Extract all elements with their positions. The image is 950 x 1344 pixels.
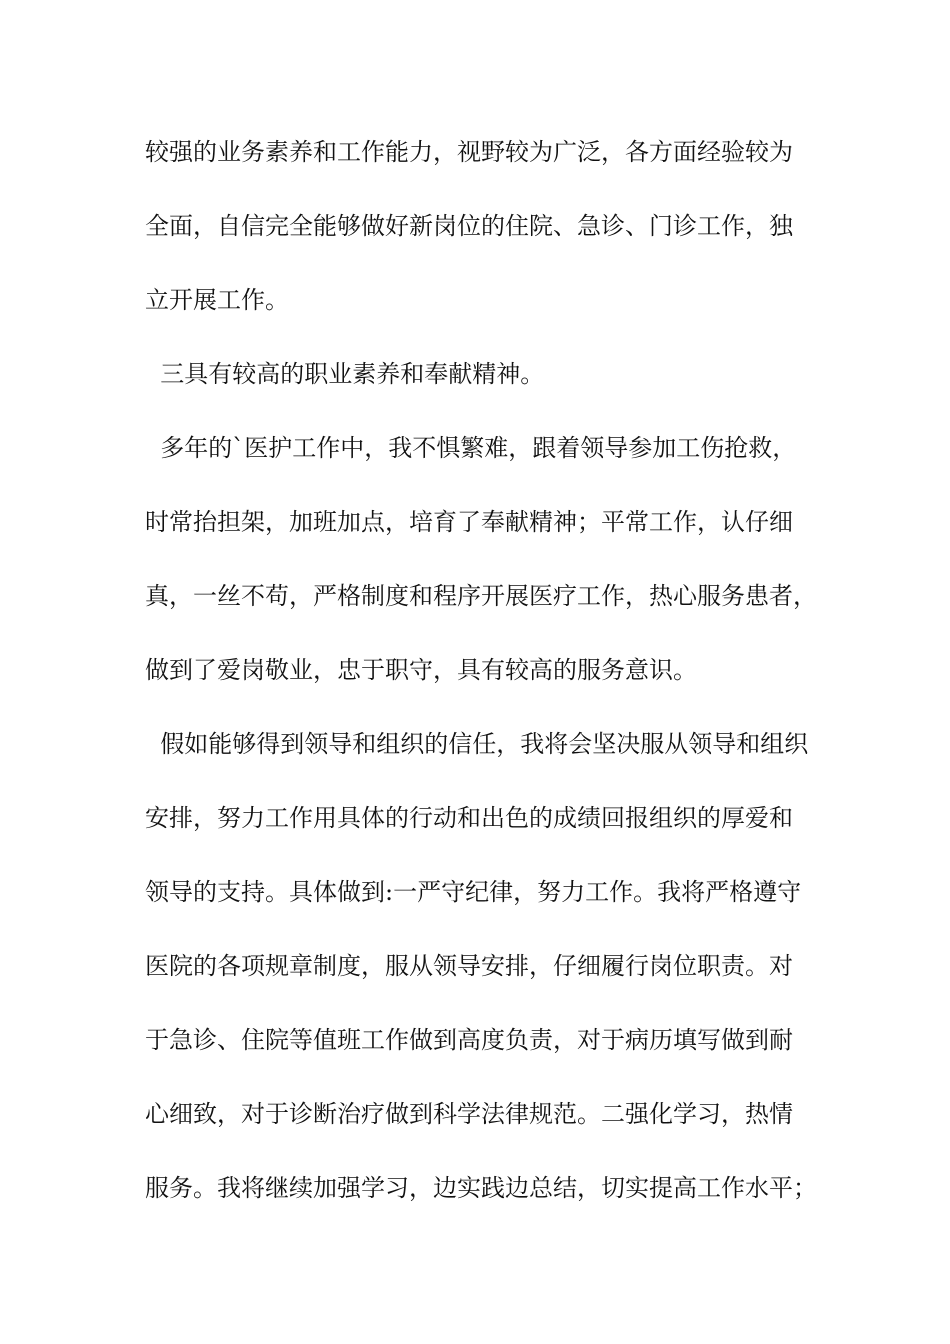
text-line: 服务。我将继续加强学习，边实践边总结，切实提高工作水平； <box>145 1174 817 1202</box>
text-line: 做到了爱岗敬业，忠于职守，具有较高的服务意识。 <box>145 656 697 684</box>
text-line: 医院的各项规章制度，服从领导安排，仔细履行岗位职责。对 <box>145 952 793 980</box>
text-line: 于急诊、住院等值班工作做到高度负责，对于病历填写做到耐 <box>145 1026 793 1054</box>
text-line: 安排，努力工作用具体的行动和出色的成绩回报组织的厚爱和 <box>145 804 793 832</box>
text-line: 心细致，对于诊断治疗做到科学法律规范。二强化学习，热情 <box>145 1100 793 1128</box>
text-line: 较强的业务素养和工作能力，视野较为广泛，各方面经验较为 <box>145 138 793 166</box>
text-line: 领导的支持。具体做到:一严守纪律，努力工作。我将严格遵守 <box>145 878 802 906</box>
text-line: 时常抬担架，加班加点，培育了奉献精神；平常工作，认仔细 <box>145 508 793 536</box>
text-line: 真，一丝不苟，严格制度和程序开展医疗工作，热心服务患者， <box>145 582 817 610</box>
text-line: 多年的`医护工作中，我不惧繁难，跟着领导参加工伤抢救， <box>145 434 797 462</box>
text-line: 三具有较高的职业素养和奉献精神。 <box>145 360 545 388</box>
text-line: 立开展工作。 <box>145 286 289 314</box>
text-line: 全面，自信完全能够做好新岗位的住院、急诊、门诊工作，独 <box>145 212 793 240</box>
text-line: 假如能够得到领导和组织的信任，我将会坚决服从领导和组织 <box>145 730 809 758</box>
